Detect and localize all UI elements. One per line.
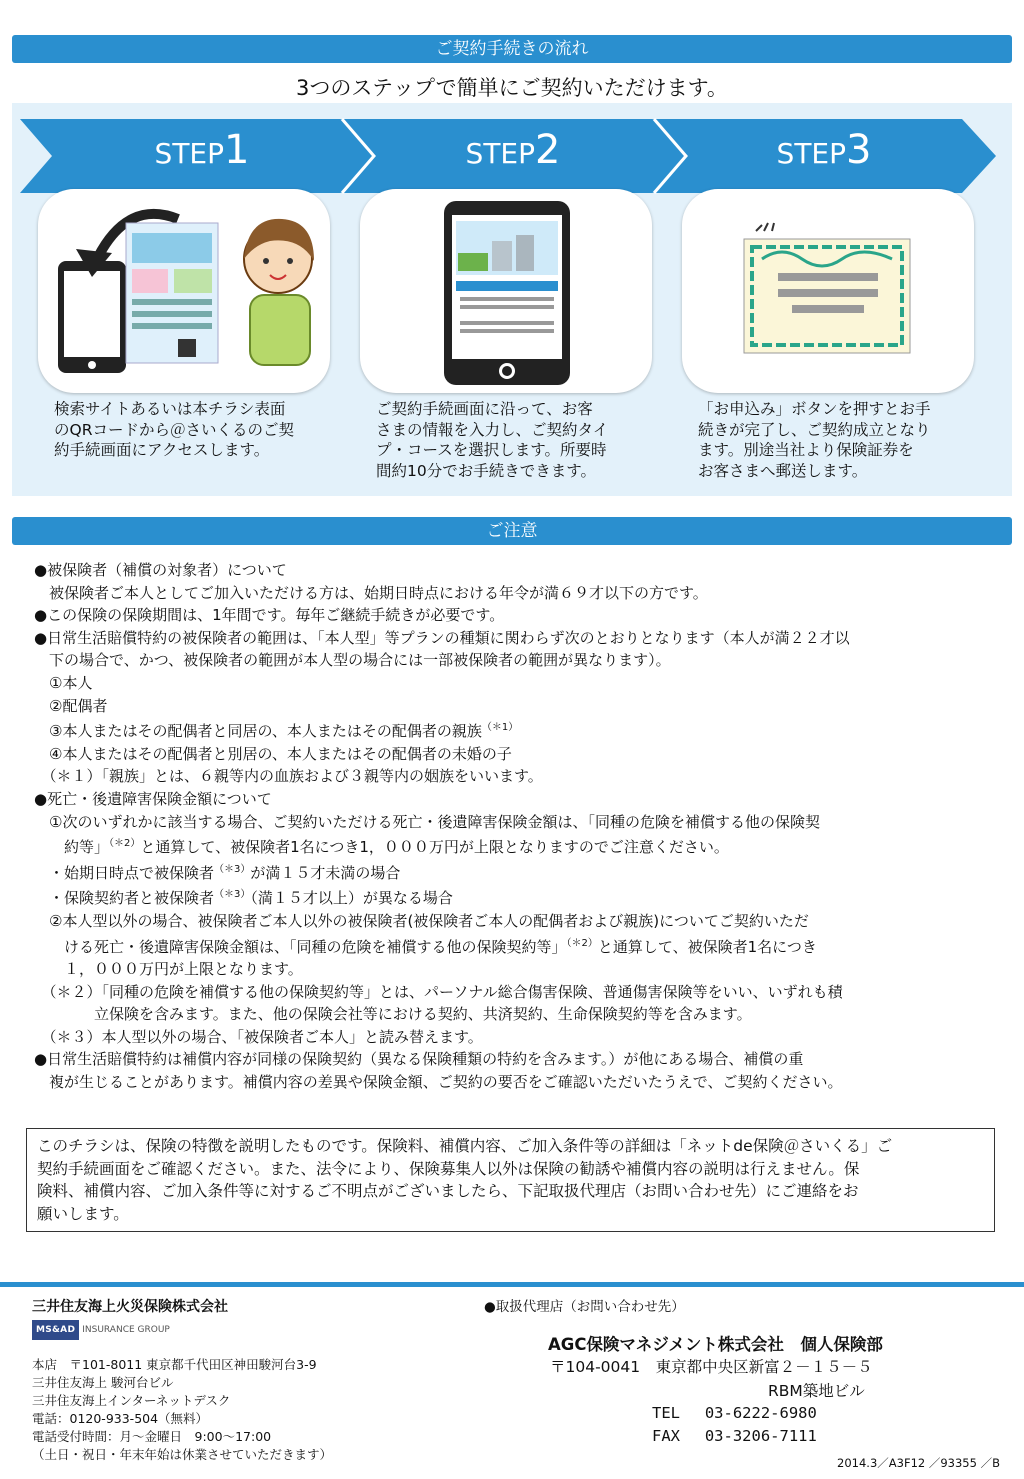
note-line: ②本人型以外の場合、被保険者ご本人以外の被保険者(被保険者ご本人の配偶者および親族)についてご契約いただ: [34, 911, 809, 930]
note-text: ける死亡・後遺障害保険金額は、「同種の危険を補償する他の保険契約等」: [34, 937, 567, 956]
note-line: ●被保険者（補償の対象者）について: [34, 561, 287, 579]
step2-label: [413, 127, 613, 173]
step1-illustration: [38, 189, 330, 393]
step1-text-line: 検索サイトあるいは本チラシ表面: [54, 400, 286, 418]
note-line: 被保険者ご本人としてご加入いただける方は、始期日時点における年令が満６９才以下の方です。: [34, 583, 708, 602]
step1-text-line: 約手続画面にアクセスします。: [54, 441, 270, 459]
note-line: [34, 884, 850, 910]
step2-description: [376, 399, 641, 481]
insurer-info: [32, 1298, 332, 1464]
footer-divider: [0, 1282, 1024, 1287]
step2-prefix: STEP: [465, 137, 535, 170]
note-line: [34, 833, 850, 859]
note-text: と通算して、被保険者1名につき: [597, 937, 817, 956]
note-line: ●日常生活賠償特約は補償内容が同様の保険契約（異なる保険種類の特約を含みます。）が他にある場合、補償の重: [34, 1050, 804, 1069]
note-line: （＊２）「同種の危険を補償する他の保険契約等」とは、パーソナル総合傷害保険、普通傷害保険等をいい、いずれも積: [34, 982, 843, 1001]
note-line: ①本人: [34, 673, 93, 692]
group-logo-text: INSURANCE GROUP: [82, 1325, 170, 1335]
insurer-address-line: （土日・祝日・年末年始は休業させていただきます）: [32, 1447, 333, 1462]
step3-text-line: 「お申込み」ボタンを押すとお手: [698, 400, 931, 418]
insurer-address-line: 三井住友海上インターネットデスク: [32, 1393, 231, 1408]
notes-header-title: ご注意: [486, 521, 538, 541]
footnote-mark: （＊2）: [109, 838, 141, 850]
note-text: と通算して、被保険者1名につき1，０００万円が上限となりますのでご注意ください。: [140, 838, 729, 857]
step3-card: [682, 189, 974, 393]
note-text: ・始期日時点で被保険者: [34, 863, 215, 882]
agent-contact: [652, 1402, 817, 1447]
agent-label: ●取扱代理店（お問い合わせ先）: [484, 1299, 685, 1315]
notes-list: [34, 559, 850, 1094]
flow-header-bar: [12, 35, 1012, 63]
step3-description: [698, 399, 963, 481]
note-line: １，０００万円が上限となります。: [34, 960, 303, 979]
note-line: ●この保険の保険期間は、1年間です。毎年ご継続手続きが必要です。: [34, 606, 505, 625]
step3-label: [724, 127, 924, 173]
footnote-mark: （＊1）: [481, 722, 519, 734]
step3-text-line: ます。別途当社より保険証券を: [698, 441, 914, 459]
step2-illustration: [360, 189, 652, 393]
step1-text-line: のQRコードから＠さいくるのご契: [54, 420, 294, 439]
note-line: ②配偶者: [34, 696, 108, 715]
step3-number: 3: [846, 127, 872, 173]
step3-text-line: お客さまへ郵送します。: [698, 461, 868, 480]
note-line: [34, 859, 850, 885]
note-text: （満１５才以上）が異なる場合: [250, 889, 453, 908]
agent-building: RBM築地ビル: [768, 1382, 865, 1400]
step1-label: [102, 127, 302, 173]
note-line: 立保険を含みます。また、他の保険会社等における契約、共済契約、生命保険契約等を含みます。: [34, 1005, 752, 1024]
note-line: [34, 933, 850, 959]
note-text: 約等」: [34, 838, 110, 857]
insurer-address-line: 三井住友海上 駿河台ビル: [32, 1375, 174, 1390]
note-line: ④本人またはその配偶者と別居の、本人またはその配偶者の未婚の子: [34, 744, 512, 763]
agent-fax: FAX 03-3206-7111: [652, 1426, 817, 1445]
notice-line: 契約手続画面をご確認ください。また、法令により、保険募集人以外は保険の勧誘や補償内容の説明は行えません。保: [37, 1159, 860, 1178]
notice-line: 険料、補償内容、ご加入条件等に対するご不明点がございましたら、下記取扱代理店（お問い合わせ先）にご連絡をお: [37, 1182, 859, 1200]
step2-text-line: プ・コースを選択します。所要時: [376, 441, 607, 459]
group-logo: [32, 1319, 332, 1340]
insurer-address-line: 本店 〒101-8011 東京都千代田区神田駿河台3-9: [32, 1357, 317, 1372]
step1-number: 1: [224, 127, 250, 173]
footnote-mark: （＊3）: [214, 863, 251, 875]
notes-header-bar: [12, 517, 1012, 545]
notice-line: このチラシは、保険の特徴を説明したものです。保険料、補償内容、ご加入条件等の詳細は「ネットde保険＠さいくる」ご: [37, 1137, 893, 1155]
note-line: 下の場合で、かつ、被保険者の範囲が本人型の場合には一部被保険者の範囲が異なります）。: [34, 651, 671, 670]
flow-subtitle: 3つのステップで簡単にご契約いただけます。: [296, 76, 728, 100]
note-line: ●死亡・後遺障害保険金額について: [34, 789, 272, 808]
step2-text-line: 間約10分でお手続きできます。: [376, 461, 596, 480]
agent-name: AGC保険マネジメント株式会社 個人保険部: [548, 1335, 883, 1354]
notice-line: 願いします。: [37, 1204, 129, 1223]
footnote-mark: （＊2）: [566, 937, 598, 949]
step1-prefix: STEP: [154, 137, 224, 170]
step3-text-line: 続きが完了し、ご契約成立となり: [698, 420, 931, 439]
flow-header-title: ご契約手続きの流れ: [435, 39, 589, 59]
insurer-address: [32, 1356, 332, 1464]
note-line: ①次のいずれかに該当する場合、ご契約いただける死亡・後遺障害保険金額は、「同種の危険を補償する他の保険契: [34, 812, 820, 831]
step2-text-line: さまの情報を入力し、ご契約タイ: [376, 420, 609, 439]
note-text: が満１５才未満の場合: [250, 863, 401, 882]
agent-tel: TEL 03-6222-6980: [652, 1404, 817, 1422]
insurer-name: 三井住友海上火災保険株式会社: [32, 1299, 228, 1315]
note-line: [34, 717, 850, 743]
notice-box: [26, 1128, 995, 1232]
step3-prefix: STEP: [776, 137, 846, 170]
insurer-address-line: 電話：0120-933-504（無料）: [32, 1411, 209, 1426]
insurer-address-line: 電話受付時間：月～金曜日 9:00～17:00: [32, 1429, 272, 1444]
step2-text-line: ご契約手続画面に沿って、お客: [376, 400, 593, 418]
note-text: ・保険契約者と被保険者: [34, 889, 215, 908]
note-line: （＊１）「親族」とは、６親等内の血族および３親等内の姻族をいいます。: [34, 767, 543, 786]
step3-illustration: [682, 189, 974, 393]
step2-number: 2: [535, 127, 561, 173]
msad-logo-badge: MS&AD: [32, 1320, 79, 1340]
footnote-mark: （＊3）: [214, 889, 251, 901]
note-line: （＊３）本人型以外の場合、「被保険者ご本人」と読み替えます。: [34, 1027, 483, 1046]
note-text: ③本人またはその配偶者と同居の、本人またはその配偶者の親族: [34, 722, 482, 741]
note-line: 複が生じることがあります。補償内容の差異や保険金額、ご契約の要否をご確認いただいたうえで、ご契約ください。: [34, 1073, 843, 1092]
step1-card: [38, 189, 330, 393]
note-line: ●日常生活賠償特約の被保険者の範囲は、「本人型」等プランの種類に関わらず次のとおりとなります（本人が満２２才以: [34, 628, 850, 647]
step1-description: [54, 399, 319, 461]
step2-card: [360, 189, 652, 393]
document-code: 2014.3／A3F12 ／93355 ／B: [837, 1456, 1000, 1470]
agent-address: 〒104-0041 東京都中央区新富２－１５－５: [550, 1358, 873, 1376]
